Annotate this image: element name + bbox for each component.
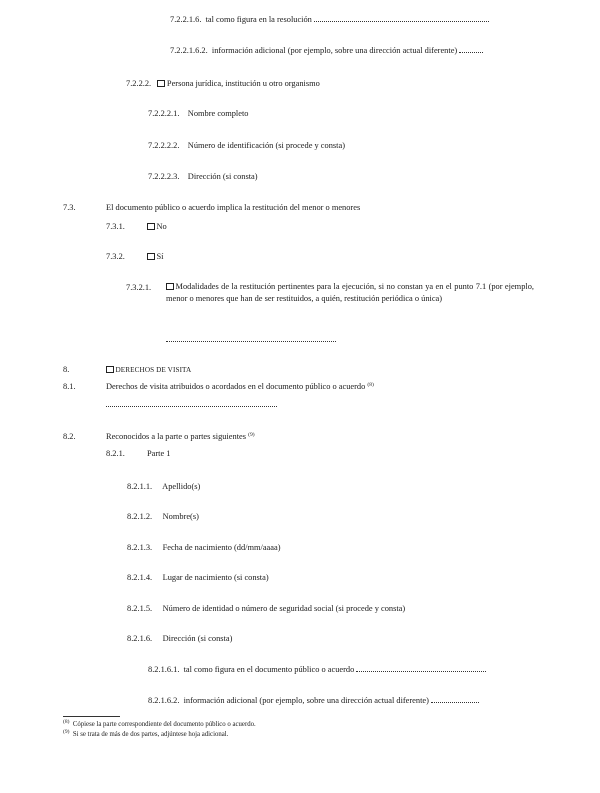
- item-number: 7.3.2.: [106, 252, 125, 261]
- item-8-2-1-label: Parte 1: [147, 449, 171, 458]
- item-number: 8.2.1.1.: [127, 482, 153, 491]
- fill-line[interactable]: [106, 399, 277, 407]
- checkbox[interactable]: [147, 253, 155, 261]
- field-row: [127, 603, 405, 614]
- checkbox[interactable]: [166, 283, 174, 291]
- item-7-2-2-2-1: [148, 108, 248, 119]
- section-8-2: [106, 431, 255, 442]
- footnote-8: [63, 720, 256, 729]
- section-label: Reconocidos a la parte o partes siguientes: [106, 432, 247, 441]
- option-label: No: [156, 222, 167, 231]
- item-label: tal como figura en el documento público o acuerdo: [183, 665, 355, 674]
- item-label: Nombre(s): [162, 512, 199, 521]
- fill-line[interactable]: [459, 45, 483, 53]
- item-number: 7.3.1.: [106, 222, 125, 231]
- item-number: 8.2.1.: [106, 449, 125, 458]
- section-number: 8.2.: [63, 432, 76, 441]
- item-number: 7.3.2.1.: [126, 283, 152, 292]
- section-8-1: [106, 381, 374, 392]
- footnote-ref: (8): [367, 382, 374, 388]
- item-number: 8.2.1.5.: [127, 604, 153, 613]
- item-label: información adicional (por ejemplo, sobre una dirección actual diferente): [211, 46, 458, 55]
- item-7-2-2-1-6-1: [170, 14, 489, 25]
- item-number: 8.2.1.6.2.: [148, 696, 180, 705]
- footnote-text: Si se trata de más de dos partes, adjúntese hoja adicional.: [72, 731, 229, 738]
- item-label: Modalidades de la restitución pertinentes para la ejecución, si no constan ya en el punto 7.1 (por ejemplo, menor o menores que han de ser restituidos, a quién, restitución periódica o única): [166, 282, 534, 303]
- item-7-2-2-2: [126, 78, 320, 89]
- item-number: 7.2.2.2.2.: [148, 141, 180, 150]
- section-number: 8.: [63, 365, 70, 374]
- field-row: [127, 572, 269, 583]
- item-label: información adicional (por ejemplo, sobre una dirección actual diferente): [183, 696, 429, 705]
- item-label: Dirección (si consta): [162, 634, 233, 643]
- footnote-divider: [63, 716, 120, 717]
- footnote-ref: (9): [248, 432, 255, 438]
- fill-line[interactable]: [431, 695, 479, 703]
- section-7-3-title: El documento público o acuerdo implica la restitución del menor o menores: [106, 203, 361, 212]
- fill-line[interactable]: [166, 334, 336, 342]
- fill-line-7-3-2-1[interactable]: [166, 334, 336, 345]
- section-number: 8.1.: [63, 382, 76, 391]
- fill-line[interactable]: [356, 664, 486, 672]
- item-label: Persona jurídica, institución u otro organismo: [166, 79, 320, 88]
- item-label: Número de identidad o número de seguridad social (si procede y consta): [162, 604, 406, 613]
- item-label: Lugar de nacimiento (si consta): [162, 573, 269, 582]
- section-title: DERECHOS DE VISITA: [115, 366, 192, 374]
- item-label: Fecha de nacimiento (dd/mm/aaaa): [162, 543, 281, 552]
- item-7-3-1: [106, 221, 125, 232]
- section-7-3: [63, 202, 76, 213]
- section-8-2-number: [63, 431, 76, 442]
- item-number: 8.2.1.4.: [127, 573, 153, 582]
- section-8-title: [106, 364, 191, 376]
- item-number: 8.2.1.6.: [127, 634, 153, 643]
- item-7-3-2: [106, 251, 125, 262]
- checkbox[interactable]: [157, 80, 165, 88]
- item-7-2-2-1-6-2: [170, 45, 483, 56]
- item-7-2-2-2-2: [148, 140, 345, 151]
- item-label: Dirección (si consta): [187, 172, 258, 181]
- section-8-1-number: [63, 381, 76, 392]
- item-number: 8.2.1.2.: [127, 512, 153, 521]
- fill-line-8-1[interactable]: [106, 399, 277, 410]
- item-label: Nombre completo: [187, 109, 249, 118]
- option-no[interactable]: [147, 221, 167, 232]
- item-8-2-1-6-1: [148, 664, 486, 675]
- section-8-number: [63, 364, 69, 375]
- fill-line[interactable]: [314, 14, 489, 22]
- option-label: Sí: [156, 252, 164, 261]
- footnote-mark: (9): [63, 729, 70, 735]
- footnote-9: [63, 730, 228, 739]
- item-label: Número de identificación (si procede y consta): [187, 141, 345, 150]
- footnote-text: Cópiese la parte correspondiente del documento público o acuerdo.: [72, 721, 256, 728]
- item-number: 7.2.2.2.3.: [148, 172, 180, 181]
- item-number: 8.2.1.3.: [127, 543, 153, 552]
- section-label: Derechos de visita atribuidos o acordados en el documento público o acuerdo: [106, 382, 366, 391]
- item-7-2-2-2-3: [148, 171, 258, 182]
- item-number: 7.2.2.1.6.: [170, 15, 202, 24]
- item-number: 7.2.2.2.: [126, 79, 152, 88]
- item-label: tal como figura en la resolución: [205, 15, 312, 24]
- item-8-2-1: [106, 448, 125, 459]
- item-number: 7.2.2.1.6.2.: [170, 46, 208, 55]
- item-7-3-2-1-number: [126, 282, 151, 293]
- item-number: 8.2.1.6.1.: [148, 665, 180, 674]
- field-row: [127, 542, 281, 553]
- field-row: [127, 511, 199, 522]
- field-row: [127, 481, 200, 492]
- item-number: 7.2.2.2.1.: [148, 109, 180, 118]
- checkbox[interactable]: [106, 366, 114, 374]
- item-8-2-1-6-2: [148, 695, 479, 706]
- section-number: 7.3.: [63, 203, 76, 212]
- field-row: [127, 633, 232, 644]
- option-si[interactable]: [147, 251, 164, 262]
- checkbox[interactable]: [147, 223, 155, 231]
- item-label: Apellido(s): [162, 482, 201, 491]
- item-7-3-2-1: [166, 281, 534, 304]
- footnote-mark: (8): [63, 719, 70, 725]
